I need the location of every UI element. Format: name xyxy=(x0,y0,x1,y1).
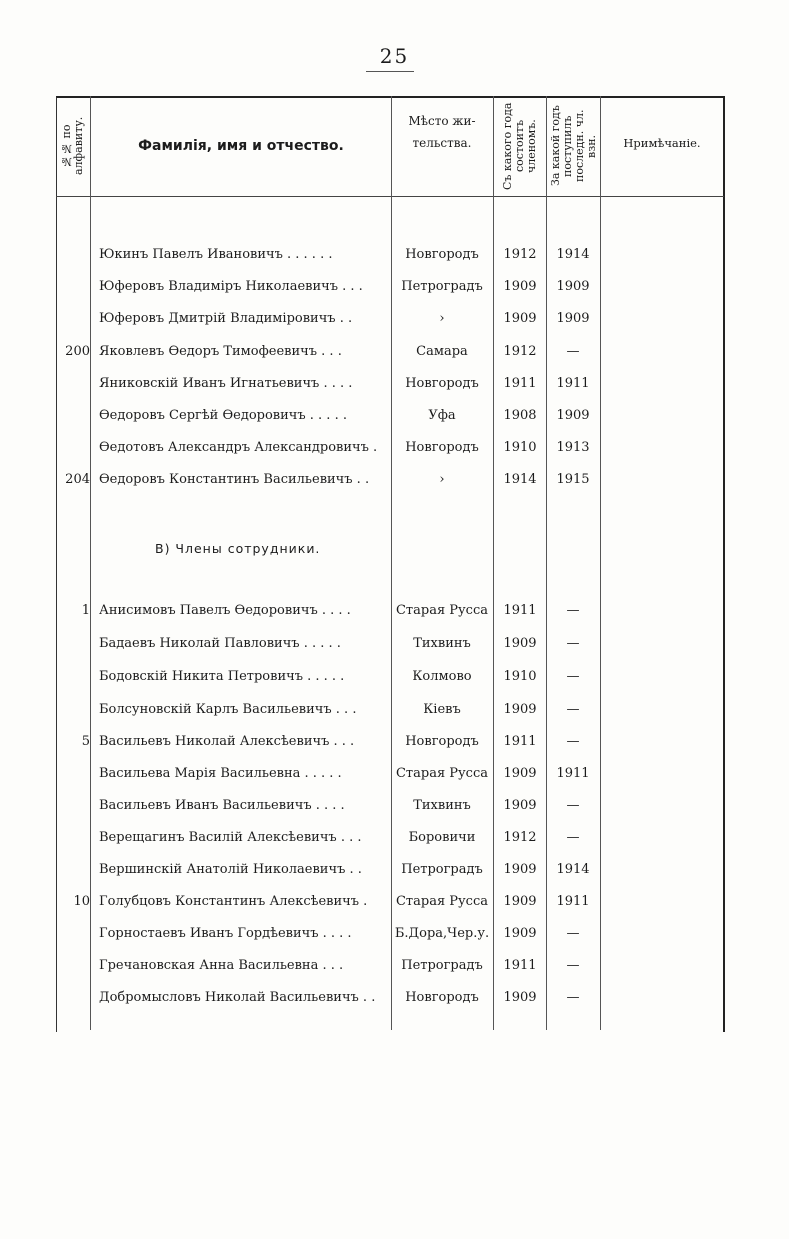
row-name: Болсуновскій Карлъ Васильевичъ . . . xyxy=(99,702,357,717)
header-name: Фамилія, имя и отчество. xyxy=(138,138,344,154)
row-name: Өедоровъ Сергѣй Өедоровичъ . . . . . xyxy=(99,408,347,423)
header-last-paid xyxy=(547,98,600,194)
row-last-paid: 1914 xyxy=(556,862,590,877)
row-last-paid: — xyxy=(566,830,580,845)
row-since-year: 1911 xyxy=(503,958,537,973)
table-row xyxy=(56,699,676,723)
table-row xyxy=(56,341,676,365)
table-row xyxy=(56,923,676,947)
row-place: › xyxy=(439,472,445,487)
row-name: Анисимовъ Павелъ Өедоровичъ . . . . xyxy=(99,603,351,618)
row-since-year: 1911 xyxy=(503,734,537,749)
row-place: Тихвинъ xyxy=(413,636,471,651)
header-rule xyxy=(56,196,724,197)
row-place: Боровичи xyxy=(408,830,476,845)
row-name: Васильева Марія Васильевна . . . . . xyxy=(99,766,342,781)
row-since-year: 1909 xyxy=(503,926,537,941)
table-row xyxy=(56,437,676,461)
row-name: Васильевъ Иванъ Васильевичъ . . . . xyxy=(99,798,345,813)
row-place: Новгородъ xyxy=(405,376,479,391)
table-row xyxy=(56,795,676,819)
row-last-paid: 1915 xyxy=(556,472,590,487)
row-name: Голубцовъ Константинъ Алексѣевичъ . xyxy=(99,894,368,909)
table-row xyxy=(56,859,676,883)
row-since-year: 1911 xyxy=(503,376,537,391)
section-title: В) Члены сотрудники. xyxy=(155,541,321,556)
row-last-paid: 1911 xyxy=(556,894,590,909)
row-last-paid: — xyxy=(566,798,580,813)
row-name: Бодовскій Никита Петровичъ . . . . . xyxy=(99,669,345,684)
row-place: Новгородъ xyxy=(405,734,479,749)
row-name: Гречановская Анна Васильевна . . . xyxy=(99,958,344,973)
row-last-paid: — xyxy=(566,702,580,717)
row-name: Горностаевъ Иванъ Гордѣевичъ . . . . xyxy=(99,926,352,941)
column-divider xyxy=(546,96,547,1030)
row-last-paid: 1909 xyxy=(556,311,590,326)
page-number: 25 xyxy=(379,44,410,68)
row-since-year: 1911 xyxy=(503,603,537,618)
table-row xyxy=(56,827,676,851)
header-note: Нримѣчаніе. xyxy=(623,136,701,150)
row-place: Петроградъ xyxy=(401,862,483,877)
row-last-paid: — xyxy=(566,344,580,359)
row-name: Өедоровъ Константинъ Васильевичъ . . xyxy=(99,472,370,487)
row-place: Новгородъ xyxy=(405,990,479,1005)
header-number xyxy=(57,98,90,194)
row-since-year: 1912 xyxy=(503,830,537,845)
row-since-year: 1909 xyxy=(503,894,537,909)
row-place: Тихвинъ xyxy=(413,798,471,813)
page-number-rule xyxy=(366,71,414,72)
row-place: Новгородъ xyxy=(405,247,479,262)
row-last-paid: — xyxy=(566,926,580,941)
row-name: Васильевъ Николай Алексѣевичъ . . . xyxy=(99,734,355,749)
row-since-year: 1909 xyxy=(503,311,537,326)
row-number: 10 xyxy=(73,894,90,909)
row-last-paid: 1911 xyxy=(556,376,590,391)
row-place: Старая Русса xyxy=(395,766,488,781)
row-name: Добромысловъ Николай Васильевичъ . . xyxy=(99,990,376,1005)
column-divider xyxy=(90,96,91,1030)
row-since-year: 1912 xyxy=(503,344,537,359)
table-row xyxy=(56,276,676,300)
table-row xyxy=(56,633,676,657)
row-last-paid: — xyxy=(566,734,580,749)
row-last-paid: — xyxy=(566,669,580,684)
row-since-year: 1909 xyxy=(503,702,537,717)
row-name: Юферовъ Дмитрій Владиміровичъ . . xyxy=(99,311,353,326)
row-number: 5 xyxy=(81,734,90,749)
row-since-year: 1909 xyxy=(503,766,537,781)
row-since-year: 1909 xyxy=(503,636,537,651)
row-place: Новгородъ xyxy=(405,440,479,455)
table-row xyxy=(56,600,676,624)
row-place: Самара xyxy=(416,344,468,359)
row-place: › xyxy=(439,311,445,326)
row-number: 200 xyxy=(65,344,90,359)
header-place-line1: Мѣсто жи- xyxy=(408,114,476,128)
row-name: Верещагинъ Василій Алексѣевичъ . . . xyxy=(99,830,362,845)
row-place: Уфа xyxy=(428,408,456,423)
table-row xyxy=(56,405,676,429)
row-since-year: 1914 xyxy=(503,472,537,487)
row-since-year: 1908 xyxy=(503,408,537,423)
row-place: Петроградъ xyxy=(401,279,483,294)
row-name: Юферовъ Владиміръ Николаевичъ . . . xyxy=(99,279,363,294)
row-since-year: 1909 xyxy=(503,862,537,877)
row-place: Петроградъ xyxy=(401,958,483,973)
header-number-text: №№ по алфавиту. xyxy=(59,116,85,176)
row-name: Яниковскій Иванъ Игнатьевичъ . . . . xyxy=(99,376,353,391)
row-last-paid: — xyxy=(566,636,580,651)
column-divider xyxy=(600,96,601,1030)
row-since-year: 1910 xyxy=(503,669,537,684)
row-last-paid: 1914 xyxy=(556,247,590,262)
row-place: Б.Дора,Чер.у. xyxy=(394,926,490,941)
row-last-paid: — xyxy=(566,958,580,973)
row-since-year: 1910 xyxy=(503,440,537,455)
table-row xyxy=(56,763,676,787)
header-since-year xyxy=(494,98,546,194)
column-divider xyxy=(391,96,392,1030)
table-row xyxy=(56,987,676,1011)
table-row xyxy=(56,244,676,268)
row-place: Кіевъ xyxy=(423,702,461,717)
row-last-paid: — xyxy=(566,603,580,618)
row-place: Старая Русса xyxy=(395,603,488,618)
row-since-year: 1909 xyxy=(503,279,537,294)
header-place-line2: тельства. xyxy=(412,136,472,150)
row-number: 1 xyxy=(81,603,90,618)
table-row xyxy=(56,666,676,690)
table-row xyxy=(56,731,676,755)
row-last-paid: 1909 xyxy=(556,408,590,423)
row-since-year: 1912 xyxy=(503,247,537,262)
table-row xyxy=(56,373,676,397)
table-row xyxy=(56,955,676,979)
row-name: Бадаевъ Николай Павловичъ . . . . . xyxy=(99,636,341,651)
table-row xyxy=(56,308,676,332)
row-place: Старая Русса xyxy=(395,894,488,909)
column-divider xyxy=(493,96,494,1030)
row-name: Вершинскій Анатолій Николаевичъ . . xyxy=(99,862,362,877)
row-since-year: 1909 xyxy=(503,798,537,813)
row-last-paid: 1911 xyxy=(556,766,590,781)
row-last-paid: — xyxy=(566,990,580,1005)
row-place: Колмово xyxy=(412,669,472,684)
row-last-paid: 1913 xyxy=(556,440,590,455)
row-number: 204 xyxy=(65,472,90,487)
table-row xyxy=(56,891,676,915)
row-name: Юкинъ Павелъ Ивановичъ . . . . . . xyxy=(99,247,333,262)
header-last-paid-text: За какой годъ поступилъ последн. чл. взн. xyxy=(548,105,598,187)
table-row xyxy=(56,469,676,493)
row-last-paid: 1909 xyxy=(556,279,590,294)
row-since-year: 1909 xyxy=(503,990,537,1005)
header-since-year-text: Съ какого года состоитъ членомъ. xyxy=(501,102,538,190)
header-place xyxy=(392,110,492,154)
row-name: Яковлевъ Өедоръ Тимофеевичъ . . . xyxy=(99,344,342,359)
row-name: Өедотовъ Александръ Александровичъ . xyxy=(99,440,378,455)
